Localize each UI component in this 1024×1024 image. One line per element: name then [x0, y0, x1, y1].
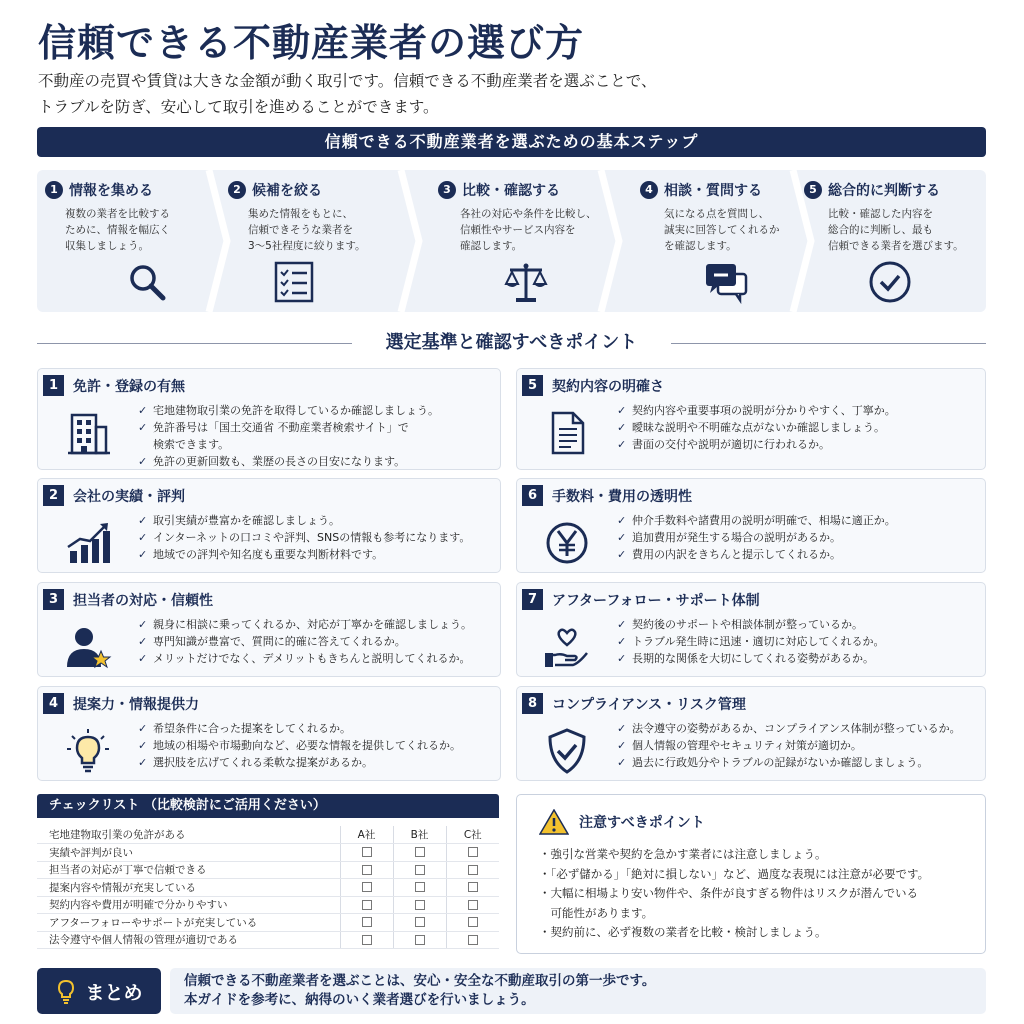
checkbox[interactable] [468, 917, 478, 927]
step-3 [412, 170, 612, 312]
table-row: アフターフォローやサポートが充実している [37, 914, 499, 932]
table-row: 宅地建物取引業の免許がある A社 B社 C社 [37, 826, 499, 844]
criteria-card-1 [37, 368, 501, 470]
card-items: ✓ 契約後のサポートや相談体制が整っているか。 ✓ トラブル発生時に迅速・適切に対応してくれるか。 ✓ 長期的な関係を大切にしてくれる姿勢があるか。 [617, 616, 885, 667]
card-title: 手数料・費用の透明性 [552, 488, 692, 505]
steps-panel [37, 170, 986, 312]
card-title: 免許・登録の有無 [73, 378, 185, 395]
building-icon [64, 409, 112, 457]
checkbox[interactable] [468, 935, 478, 945]
intro-text [38, 68, 656, 120]
intro-line: トラブルを防ぎ、安心して取引を進めることができます。 [38, 98, 439, 116]
table-row: 法令遵守や個人情報の管理が適切である [37, 931, 499, 949]
checkbox[interactable] [362, 882, 372, 892]
card-title: コンプライアンス・リスク管理 [552, 696, 746, 713]
card-number: 2 [43, 485, 64, 506]
step-title: 比較・確認する [462, 183, 560, 199]
step-title: 相談・質問する [664, 183, 762, 199]
checkbox[interactable] [415, 847, 425, 857]
step-1 [37, 170, 212, 312]
summary-label: まとめ [37, 968, 161, 1014]
card-number: 8 [522, 693, 543, 714]
card-number: 6 [522, 485, 543, 506]
intro-line: 不動産の売買や賃貸は大きな金額が動く取引です。信頼できる不動産業者を選ぶことで、 [38, 72, 657, 90]
step-2 [220, 170, 410, 312]
criteria-card-2 [37, 478, 501, 573]
caution-box [516, 794, 986, 954]
criteria-card-7 [516, 582, 986, 677]
card-number: 3 [43, 589, 64, 610]
checklist-table [37, 826, 499, 949]
criteria-card-4 [37, 686, 501, 781]
checkbox[interactable] [362, 865, 372, 875]
lightbulb-icon [55, 978, 77, 1004]
step-number: 1 [45, 181, 63, 199]
table-row: 実績や評判が良い [37, 844, 499, 862]
card-items: ✓ 宅地建物取引業の免許を取得しているか確認しましょう。 ✓ 免許番号は「国土交通省 不動産業者検索サイト」で 検索できます。 ✓ 免許の更新回数も、業歴の長さの目安になります。 [138, 402, 439, 470]
caution-list: ・強引な営業や契約を急かす業者には注意しましょう。 ・「必ず儲かる」「絶対に損しない」など、過度な表現には注意が必要です。 ・大幅に相場より安い物件や、条件が良すぎる物件はリスクが潜んでいる 可能性があります。 ・契約前に、必ず複数の業者を比較・検討しましょう。 [539, 847, 930, 939]
criteria-card-8 [516, 686, 986, 781]
step-description: 各社の対応や条件を比較し、 信頼性やサービス内容を 確認します。 [460, 208, 597, 252]
checkbox[interactable] [415, 935, 425, 945]
steps-banner: 信頼できる不動産業者を選ぶための基本ステップ [37, 127, 986, 157]
caution-title: 注意すべきポイント [579, 815, 705, 831]
summary-text: 信頼できる不動産業者を選ぶことは、安心・安全な不動産取引の第一歩です。 本ガイドを参考に、納得のいく業者選びを行いましょう。 [170, 968, 986, 1014]
checklist [37, 794, 499, 954]
magnifier-icon [125, 260, 169, 304]
checkbox[interactable] [362, 935, 372, 945]
table-row: 担当者の対応が丁寧で信頼できる [37, 861, 499, 879]
step-number: 3 [438, 181, 456, 199]
step-number: 2 [228, 181, 246, 199]
bar-chart-icon [64, 519, 112, 567]
step-number: 4 [640, 181, 658, 199]
card-items: ✓ 希望条件に合った提案をしてくれるか。 ✓ 地域の相場や市場動向など、必要な情報を提供してくれるか。 ✓ 選択肢を広げてくれる柔軟な提案があるか。 [138, 720, 461, 771]
card-items: ✓ 仲介手数料や諸費用の説明が明確で、相場に適正か。 ✓ 追加費用が発生する場合の説明があるか。 ✓ 費用の内訳をきちんと提示してくれるか。 [617, 512, 896, 563]
warning-icon [539, 809, 569, 835]
card-title: 契約内容の明確さ [552, 378, 664, 395]
checkbox[interactable] [468, 865, 478, 875]
card-items: ✓ 取引実績が豊富かを確認しましょう。 ✓ インターネットの口コミや評判、SNSの情報も参考になります。 ✓ 地域での評判や知名度も重要な判断材料です。 [138, 512, 470, 563]
table-row: 提案内容や情報が充実している [37, 879, 499, 897]
lightbulb-icon [64, 727, 112, 775]
table-row: 契約内容や費用が明確で分かりやすい [37, 896, 499, 914]
yen-icon [543, 519, 591, 567]
card-number: 5 [522, 375, 543, 396]
card-number: 4 [43, 693, 64, 714]
scales-icon [504, 260, 548, 304]
step-description: 気になる点を質問し、 誠実に回答してくれるか を確認します。 [664, 208, 780, 252]
step-number: 5 [804, 181, 822, 199]
card-title: 会社の実績・評判 [73, 488, 185, 505]
card-title: 担当者の対応・信頼性 [73, 592, 213, 609]
step-4 [612, 170, 802, 312]
checkbox[interactable] [468, 900, 478, 910]
checklist-icon [272, 260, 316, 304]
step-description: 比較・確認した内容を 総合的に判断し、最も 信頼できる業者を選びます。 [828, 208, 964, 252]
checkbox[interactable] [415, 917, 425, 927]
checkbox[interactable] [362, 900, 372, 910]
checkbox[interactable] [415, 900, 425, 910]
checkbox[interactable] [468, 882, 478, 892]
card-items: ✓ 契約内容や重要事項の説明が分かりやすく、丁寧か。 ✓ 曖昧な説明や不明確な点がないか確認しましょう。 ✓ 書面の交付や説明が適切に行われるか。 [617, 402, 896, 453]
criteria-card-6 [516, 478, 986, 573]
heart-hand-icon [543, 623, 591, 671]
document-icon [543, 409, 591, 457]
check-circle-icon [868, 260, 912, 304]
criteria-card-3 [37, 582, 501, 677]
card-items: ✓ 親身に相談に乗ってくれるか、対応が丁寧かを確認しましょう。 ✓ 専門知識が豊富で、質問に的確に答えてくれるか。 ✓ メリットだけでなく、デメリットもきちんと説明してくれるか。 [138, 616, 472, 667]
step-description: 集めた情報をもとに、 信頼できそうな業者を 3〜5社程度に絞ります。 [248, 208, 366, 252]
card-items: ✓ 法令遵守の姿勢があるか、コンプライアンス体制が整っているか。 ✓ 個人情報の管理やセキュリティ対策が適切か。 ✓ 過去に行政処分やトラブルの記録がないか確認しましょう。 [617, 720, 961, 771]
checkbox[interactable] [415, 865, 425, 875]
card-number: 1 [43, 375, 64, 396]
checkbox[interactable] [415, 882, 425, 892]
step-title: 候補を絞る [252, 183, 322, 199]
step-5 [804, 170, 986, 312]
shield-check-icon [543, 727, 591, 775]
person-star-icon [64, 623, 112, 671]
criteria-heading: 選定基準と確認すべきポイント [37, 330, 986, 356]
step-title: 総合的に判断する [828, 183, 940, 199]
checkbox[interactable] [362, 847, 372, 857]
checklist-title: チェックリスト （比較検討にご活用ください） [37, 794, 499, 818]
checkbox[interactable] [468, 847, 478, 857]
step-title: 情報を集める [69, 183, 153, 199]
chat-icon [704, 260, 748, 304]
card-number: 7 [522, 589, 543, 610]
card-title: 提案力・情報提供力 [73, 696, 199, 713]
page-title: 信頼できる不動産業者の選び方 [38, 21, 585, 65]
card-title: アフターフォロー・サポート体制 [552, 592, 760, 609]
checkbox[interactable] [362, 917, 372, 927]
step-description: 複数の業者を比較する ために、情報を幅広く 収集しましょう。 [65, 208, 170, 252]
criteria-card-5 [516, 368, 986, 470]
